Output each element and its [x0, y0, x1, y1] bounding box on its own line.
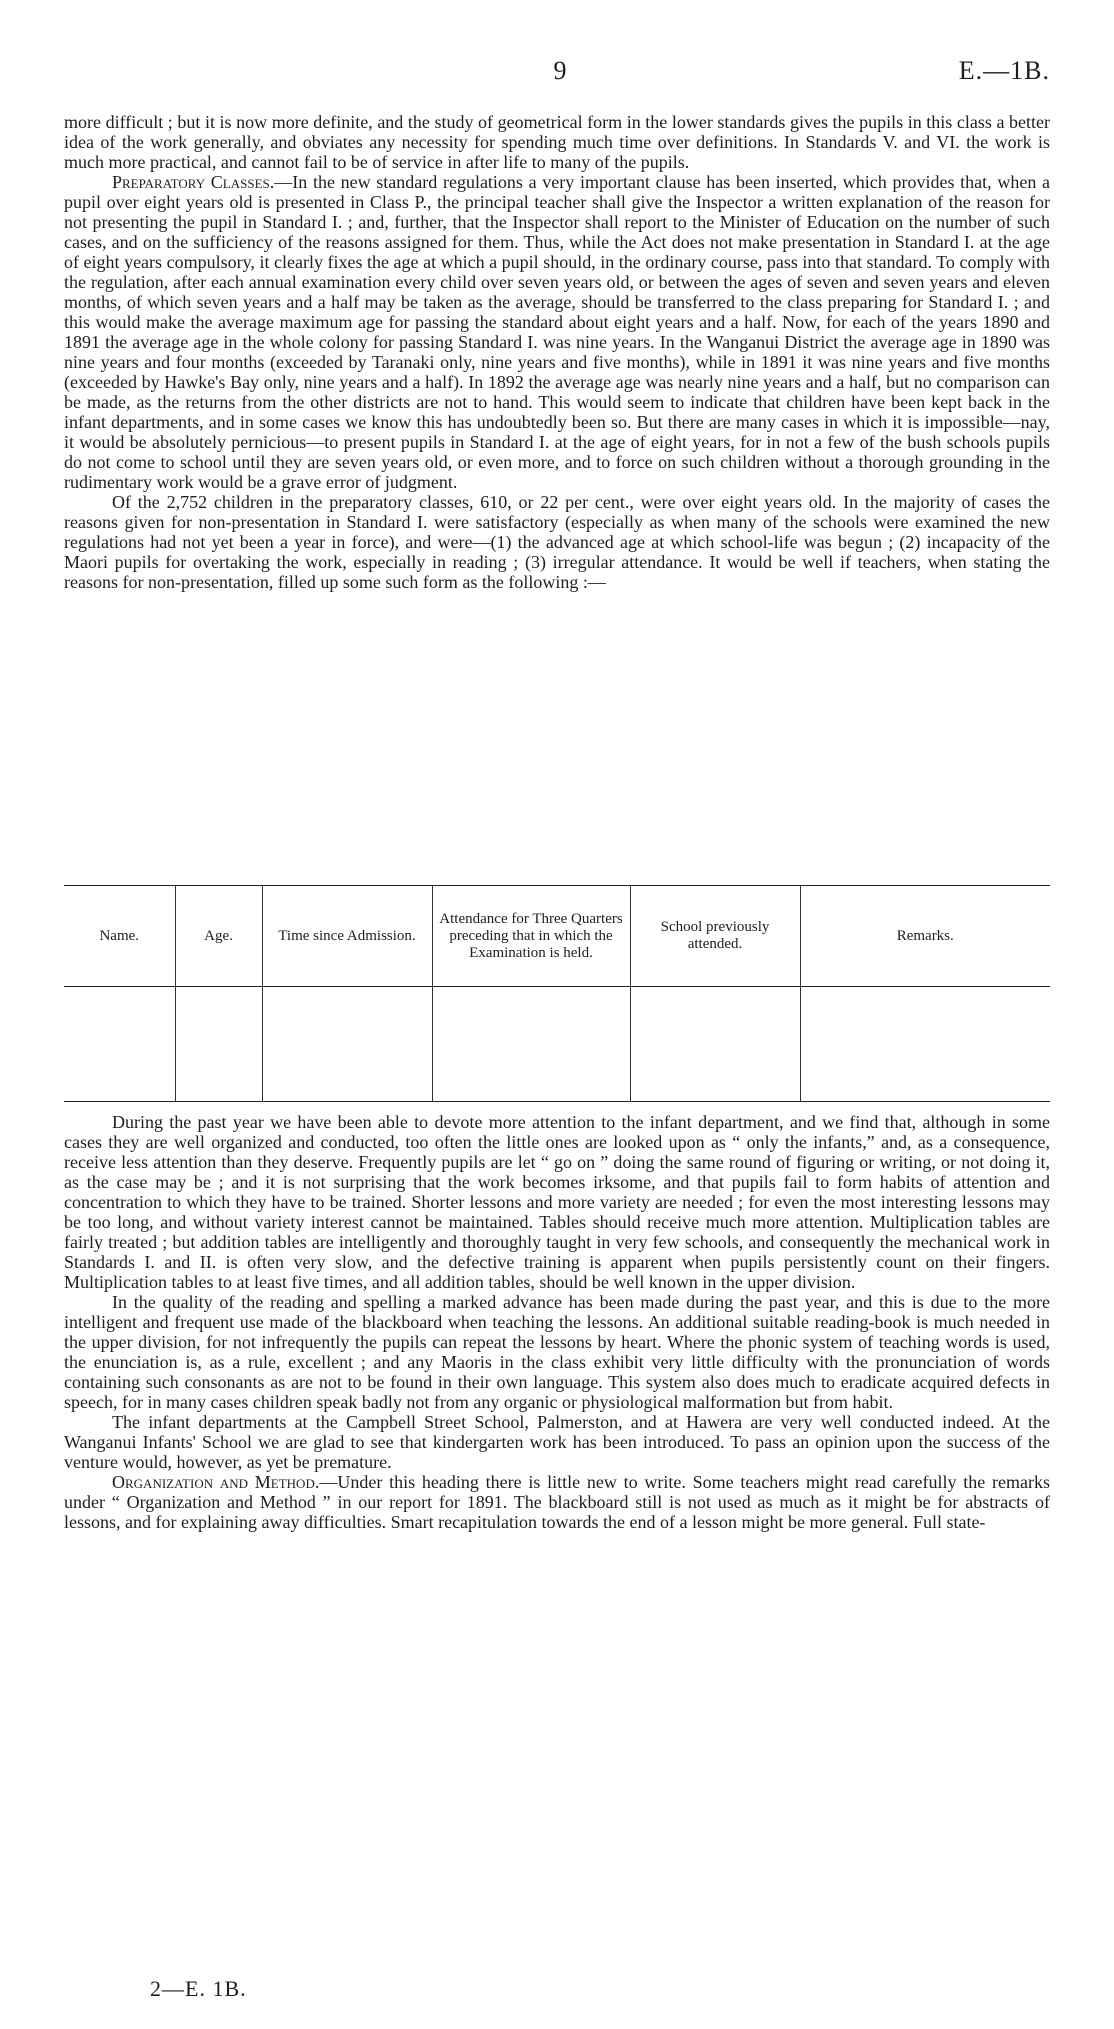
paragraph: Of the 2,752 children in the preparatory classes, 610, or 22 per cent., were over eight years old. In the majority of cases the reasons given for non-presentation in Standard I. were satisfactory (especially as when many of the schools were examined the new regulations had not yet been a year in force), and were—(1) the advanced age at which school-life was begun ; (2) incapacity of the Maori pupils for overtaking the work, especially in reading ; (3) irregular attendance. It would be well if teachers, when stating the reasons for non-presentation, filled up some such form as the following :— [64, 492, 1050, 592]
paragraph [64, 172, 1050, 492]
section-heading: Organization and Method. [112, 1472, 320, 1492]
table-header-row [64, 886, 1050, 987]
paragraph: more difficult ; but it is now more definite, and the study of geometrical form in the lower standards gives the pupils in this class a better idea of the work generally, and obviates any necessity for spending much time over definitions. In Standards V. and VI. the work is much more practical, and cannot fail to be of service in after life to many of the pupils. [64, 112, 1050, 172]
table-cell [175, 987, 262, 1102]
table-cell [64, 987, 175, 1102]
table-row [64, 987, 1050, 1102]
section-heading: Preparatory Classes. [112, 172, 275, 192]
column-header-time-since-admission: Time since Admission. [262, 886, 432, 987]
document-reference: E.—1B. [958, 56, 1050, 85]
paragraph: In the quality of the reading and spelling a marked advance has been made during the past year, and this is due to the more intelligent and frequent use made of the blackboard when teaching the lessons. An additional suitable reading-book is much needed in the upper division, for not infrequently the pupils can repeat the lessons by heart. Where the phonic system of teaching words is used, the enunciation is, as a rule, excellent ; and any Maoris in the class exhibit very little difficulty with the pronunciation of words containing such consonants as are not to be found in their own language. This system also does much to eradicate acquired defects in speech, for in many cases children speak badly not from any organic or physiological malformation but from habit. [64, 1292, 1050, 1412]
paragraph [64, 1472, 1050, 1532]
column-header-age: Age. [175, 886, 262, 987]
page-signature: 2—E. 1B. [150, 1976, 247, 2001]
column-header-name: Name. [64, 886, 175, 987]
report-form-table [64, 885, 1050, 1098]
column-header-attendance: Attendance for Three Quarters preceding that in which the Examination is held. [432, 886, 630, 987]
paragraph: The infant departments at the Campbell Street School, Palmerston, and at Hawera are very well conducted indeed. At the Wanganui Infants' School we are glad to see that kindergarten work has been introduced. To pass an opinion upon the success of the venture would, however, as yet be premature. [64, 1412, 1050, 1472]
column-header-remarks: Remarks. [800, 886, 1050, 987]
table-cell [262, 987, 432, 1102]
heading-dash: — [319, 1472, 338, 1492]
table-cell [432, 987, 630, 1102]
column-header-school-previously-attended: School previously attended. [630, 886, 800, 987]
table-cell [630, 987, 800, 1102]
page-number: 9 [553, 56, 567, 85]
text-block-bottom [64, 1112, 1050, 1532]
table-cell [800, 987, 1050, 1102]
paragraph-text: In the new standard regulations a very important clause has been inserted, which provides that, when a pupil over eight years old is presented in Class P., the principal teacher shall give the Inspector a written explanation of the reason for not presenting the pupil in Standard I. ; and, further, that the Inspector shall report to the Minister of Education on the number of such cases, and on the sufficiency of the reasons assigned for them. Thus, while the Act does not make presentation in Standard I. at the age of eight years compulsory, it clearly fixes the age at which a pupil should, in the ordinary course, pass into that standard. To comply with the regulation, after each annual examination every child over seven years old, or between the ages of seven and seven years and eleven months, of which seven years and a half may be taken as the average, should be transferred to the class preparing for Standard I. ; and this would make the average maximum age for passing the standard about eight years and a half. Now, for each of the years 1890 and 1891 the average age in the whole colony for passing Standard I. was nine years. In the Wanganui District the average age in 1890 was nine years and four months (exceeded by Taranaki only, nine years and five months), while in 1891 it was nine years and five months (exceeded by Hawke's Bay only, nine years and a half). In 1892 the average age was nearly nine years and a half, but no comparison can be made, as the returns from the other districts are not to hand. This would seem to indicate that children have been kept back in the infant departments, and in some cases we know this has undoubtedly been so. But there are many cases in which it is impossible—nay, it would be absolutely pernicious—to present pupils in Standard I. at the age of eight years, for in not a few of the bush schools pupils do not come to school until they are seven years old, or even more, and to force on such children without a thorough grounding in the rudimentary work would be a grave error of judgment. [64, 172, 1051, 492]
paragraph: During the past year we have been able to devote more attention to the infant department, and we find that, although in some cases they are well organized and conducted, too often the little ones are looked upon as “ only the infants,” and, as a consequence, receive less attention than they deserve. Frequently pupils are let “ go on ” doing the same round of figuring or writing, or not doing it, as the case may be ; and it is not surprising that the work becomes irksome, and that pupils fail to form habits of attention and concentration to which they have to be trained. Shorter lessons and more variety are needed ; for even the most interesting lessons may be too long, and without variety interest cannot be maintained. Tables should receive much more attention. Multiplication tables are fairly treated ; but addition tables are intelligently and thoroughly taught in very few schools, and consequently the mechanical work in Standards I. and II. is often very slow, and the defective training is apparent when pupils persistently count on their fingers. Multiplication tables to at least five times, and all addition tables, should be well known in the upper division. [64, 1112, 1050, 1292]
paragraph-text: Under this heading there is little new to write. Some teachers might read carefully the remarks under “ Organization and Method ” in our report for 1891. The blackboard still is not used as much as it might be for abstracts of lessons, and for explaining away difficulties. Smart recapitulation towards the end of a lesson might be more general. Full state- [64, 1472, 1050, 1532]
heading-dash: — [274, 172, 293, 192]
text-block-top [64, 112, 1050, 592]
